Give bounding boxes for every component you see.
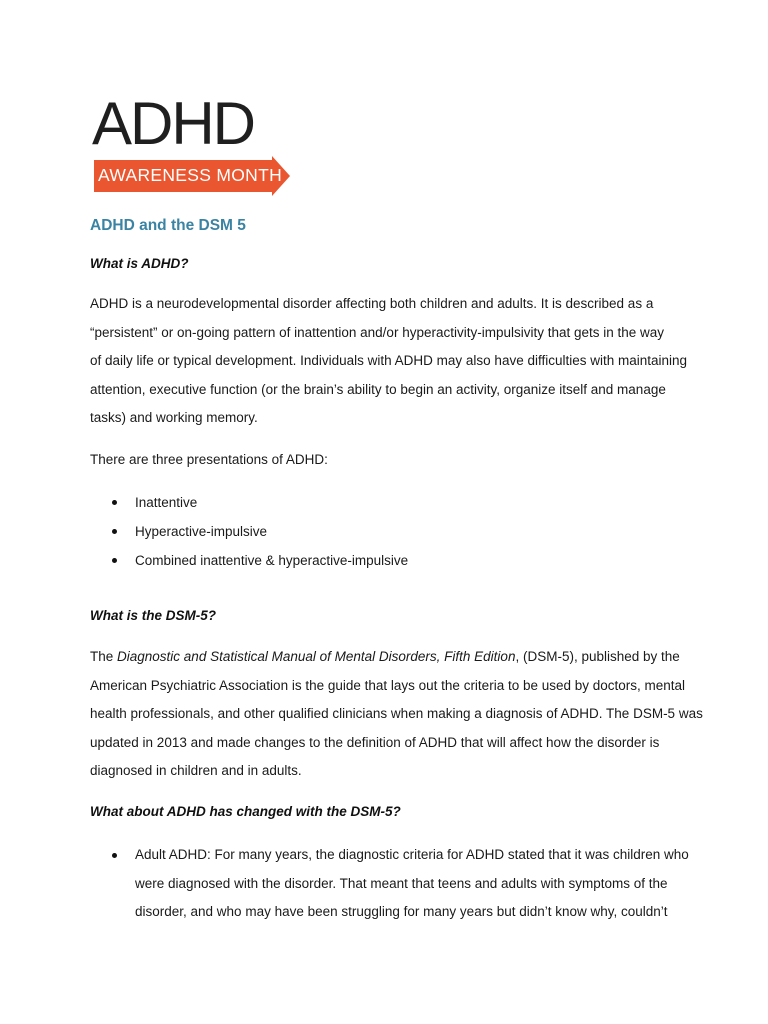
paragraph-line: updated in 2013 and made changes to the definition of ADHD that will affect how the disorder is (90, 734, 660, 750)
logo-wordmark: ADHD (92, 90, 255, 157)
bullet-icon (112, 558, 117, 563)
paragraph-line: were diagnosed with the disorder. That meant that teens and adults with symptoms of the (135, 875, 668, 891)
paragraph-line: health professionals, and other qualified clinicians when making a diagnosis of ADHD. The DSM-5 was (90, 706, 703, 721)
paragraph-line: of daily life or typical development. Individuals with ADHD may also have difficulties with maintaining (90, 353, 688, 368)
question-what-changed: What about ADHD has changed with the DSM-5? (90, 804, 401, 819)
presentations-intro: There are three presentations of ADHD: (90, 452, 328, 467)
paragraph-line: Adult ADHD: For many years, the diagnostic criteria for ADHD stated that it was children who (135, 847, 689, 862)
adhd-awareness-logo (92, 90, 292, 196)
adhd-description-paragraph (90, 290, 720, 433)
list-item: Combined inattentive & hyperactive-impulsive (90, 546, 720, 575)
paragraph-line: diagnosed in children and in adults. (90, 763, 302, 778)
paragraph-line: “persistent” or on-going pattern of inattention and/or hyperactivity-impulsivity that gets in the way (90, 324, 665, 340)
list-item: Hyperactive-impulsive (90, 517, 720, 546)
paragraph-line: The Diagnostic and Statistical Manual of Mental Disorders, Fifth Edition, (DSM-5), published by the (90, 649, 680, 664)
paragraph-line: disorder, and who may have been struggling for many years but didn’t know why, couldn’t (135, 904, 668, 919)
bullet-icon (112, 500, 117, 505)
paragraph-line: attention, executive function (or the brain’s ability to begin an activity, organize itself and manage (90, 381, 666, 397)
paragraph-line: American Psychiatric Association is the guide that lays out the criteria to be used by doctors, mental (90, 677, 686, 693)
paragraph-line: tasks) and working memory. (90, 410, 258, 425)
list-item: Inattentive (90, 488, 720, 517)
presentations-list (90, 488, 720, 575)
question-what-is-adhd: What is ADHD? (90, 256, 189, 271)
bullet-icon (112, 853, 117, 858)
bullet-icon (112, 529, 117, 534)
dsm-title-italic: Diagnostic and Statistical Manual of Mental Disorders, Fifth Edition (117, 649, 516, 664)
logo-subtitle: AWARENESS MONTH (98, 165, 283, 185)
page-title: ADHD and the DSM 5 (90, 217, 246, 234)
paragraph-line: ADHD is a neurodevelopmental disorder affecting both children and adults. It is described as a (90, 296, 654, 311)
dsm5-description-paragraph (90, 643, 720, 786)
question-what-is-dsm5: What is the DSM-5? (90, 608, 217, 623)
